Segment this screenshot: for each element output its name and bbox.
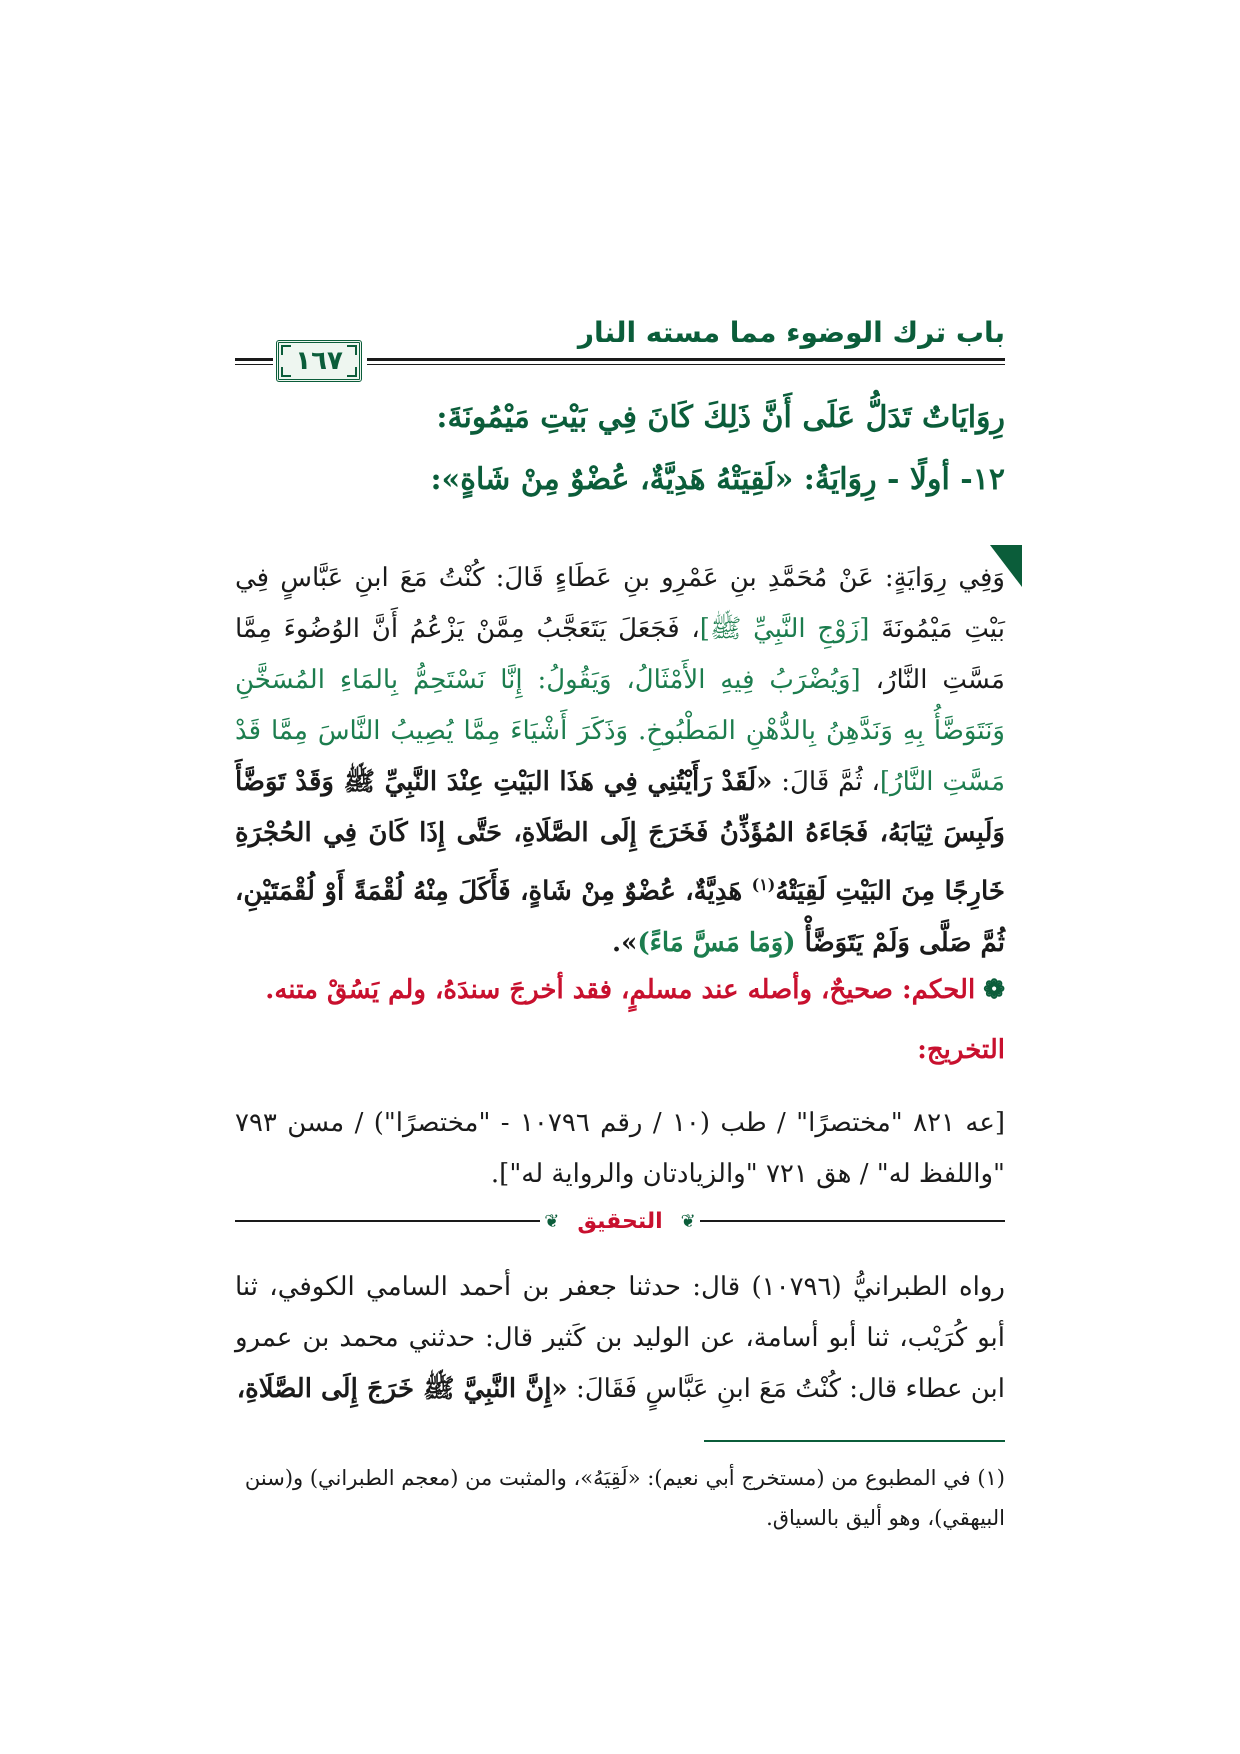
tahqiq-separator (235, 1206, 1005, 1236)
page-number: ١٦٧ (295, 346, 343, 376)
corner-ornament-icon (281, 367, 291, 377)
hadith-matn: هَدِيَّةٌ، عُضْوٌ مِنْ شَاةٍ، فَأَكَلَ مِنْهُ لُقْمَةً أَوْ لُقْمَتَيْنِ، ثُمَّ صَلَّى وَلَمْ يَتَوَضَّأْ (235, 876, 1005, 958)
corner-ornament-icon (281, 345, 291, 355)
narration-paragraph (235, 553, 1005, 969)
tahqiq-matn: «إِنَّ النَّبِيَّ ﷺ خَرَجَ إِلَى الصَّلَاةِ، (236, 1374, 568, 1404)
ornament-icon: ❦ (680, 1210, 696, 1232)
header-rule-thin (367, 364, 1005, 365)
header-rule-left-thin (235, 364, 273, 365)
footnote: (١) في المطبوع من (مستخرج أبي نعيم): «لَقِيَهُ»، والمثبت من (معجم الطبراني) و(سنن البيهقي)، وهو أليق بالسياق. (244, 1466, 1005, 1530)
verdict-label: الحكم: (902, 975, 976, 1005)
verdict-line (265, 975, 1005, 1005)
narration-addition: [وَيُضْرَبُ فِيهِ الأَمْثَالُ، وَيَقُولُ: إِنَّا نَسْتَحِمُّ بِالمَاءِ المُسَخَّنِ وَنَتَوَضَّأُ بِهِ وَنَدَّهِنُ بِالدُّهْنِ المَطْبُوخِ. وَذَكَرَ أَشْيَاءَ مِمَّا يُصِيبُ النَّاسَ مِمَّا قَدْ مَسَّتِ النَّارُ] (235, 665, 1006, 797)
item-heading: ١٢- أولًا - رِوَايَةُ: «لَقِيَتْهُ هَدِيَّةٌ، عُضْوٌ مِنْ شَاةٍ»: (430, 462, 1005, 497)
separator-line (235, 1220, 540, 1222)
separator-line (700, 1220, 1005, 1222)
page-number-box (276, 340, 362, 382)
hadith-addition: (وَمَا مَسَّ مَاءً) (637, 927, 796, 958)
header-rule (367, 358, 1005, 361)
narration-text: وَفِي رِوَايَةٍ: عَنْ مُحَمَّدِ بنِ عَمْرِو بنِ عَطَاءٍ قَالَ: كُنْتُ مَعَ ابنِ عَبَّاسٍ فِي بَيْتِ مَيْمُونَةَ (235, 563, 1005, 644)
takhrij-label: التخريج: (917, 1035, 1005, 1065)
flower-icon: ❁ (983, 975, 1005, 1005)
corner-ornament-icon (347, 367, 357, 377)
intro-heading: رِوَايَاتٌ تَدَلُّ عَلَى أَنَّ ذَلِكَ كَانَ فِي بَيْتِ مَيْمُونَةَ: (436, 400, 1005, 435)
ornament-icon: ❦ (544, 1210, 560, 1232)
narration-text: ، فَجَعَلَ يَتَعَجَّبُ مِمَّنْ يَزْعُمُ أَنَّ الوُضُوءَ مِمَّا مَسَّتِ النَّارُ، (235, 614, 1005, 695)
tahqiq-title: التحقيق (577, 1208, 663, 1234)
footnote-rule (704, 1440, 1005, 1442)
tahqiq-paragraph (235, 1262, 1005, 1415)
footnote-ref: (١) (751, 875, 776, 894)
hadith-matn: «لَقَدْ رَأَيْتُنِي فِي هَذَا البَيْتِ عِنْدَ النَّبِيِّ ﷺ وَقَدْ تَوَضَّأَ وَلَبِسَ ثِيَابَهُ، فَجَاءَهُ المُؤَذِّنُ فَخَرَجَ إِلَى الصَّلَاةِ، حَتَّى إِذَا كَانَ فِي الحُجْرَةِ خَارِجًا مِنَ البَيْتِ لَقِيَتْهُ (235, 767, 1005, 907)
chapter-title: باب ترك الوضوء مما مسته النار (577, 316, 1005, 349)
corner-ornament-icon (347, 345, 357, 355)
takhrij-text: [عه ٨٢١ "مختصرًا" / طب (١٠ / رقم ١٠٧٩٦ - "مختصرًا") / مسن ٧٩٣ "واللفظ له" / هق ٧٢١ "والزيادتان والرواية له"]. (235, 1108, 1006, 1189)
hadith-matn-end: ». (612, 927, 638, 958)
narration-addition: [زَوْجِ النَّبِيِّ ﷺ] (699, 614, 870, 644)
verdict-text: صحيحٌ، وأصله عند مسلمٍ، فقد أخرجَ سندَهُ، ولم يَسُقْ متنه. (265, 975, 893, 1005)
tahqiq-text: رواه الطبرانيُّ (١٠٧٩٦) قال: حدثنا جعفر بن أحمد السامي الكوفي، ثنا أبو كُرَيْب، ثنا أبو أسامة، عن الوليد بن كَثير قال: حدثني محمد بن عمرو ابن عطاء قال: كُنْتُ مَعَ ابنِ عَبَّاسٍ فَقَالَ: (235, 1272, 1005, 1404)
header-rule-left (235, 358, 273, 361)
narration-text: ، ثُمَّ قَالَ: (772, 767, 880, 797)
